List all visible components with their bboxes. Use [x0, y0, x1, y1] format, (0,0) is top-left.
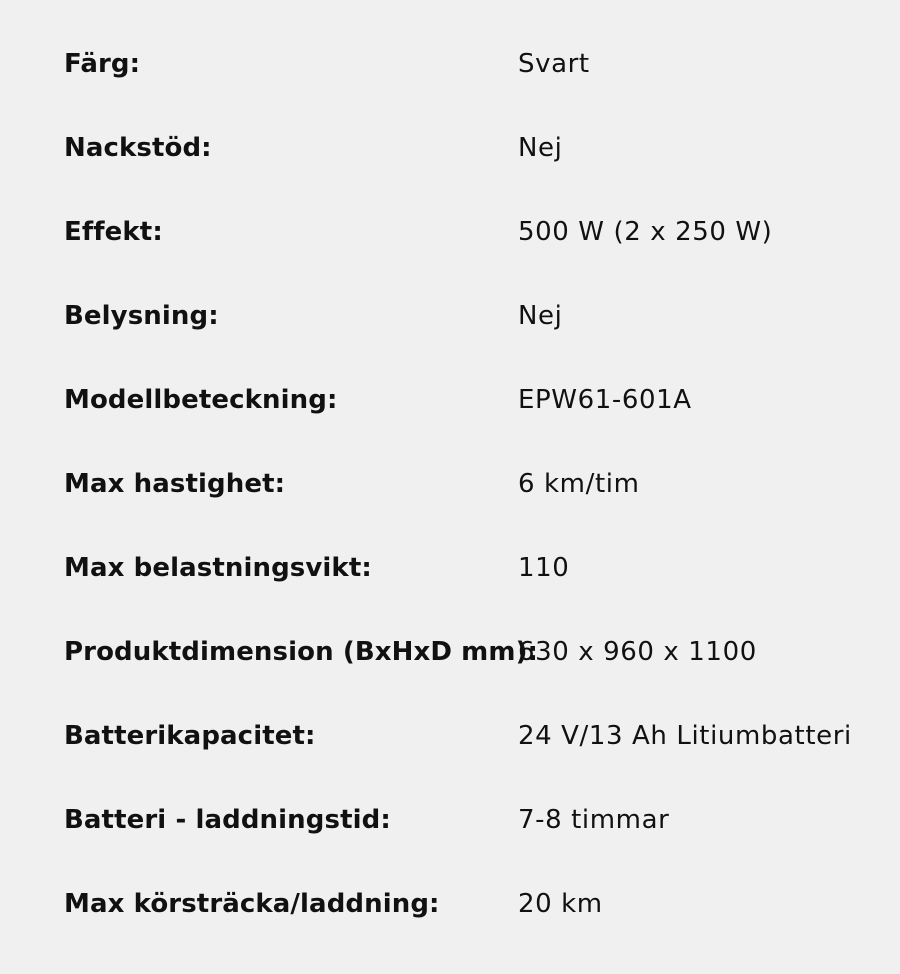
- spec-label: Produktdimension (BxHxD mm):: [64, 637, 539, 667]
- spec-row-lighting: [0, 274, 900, 358]
- spec-value: 6 km/tim: [518, 469, 640, 499]
- spec-label: Batterikapacitet:: [64, 721, 316, 751]
- spec-row-dimensions: [0, 610, 900, 694]
- spec-row-battery-capacity: [0, 694, 900, 778]
- spec-value: EPW61-601A: [518, 385, 692, 415]
- spec-label: Max hastighet:: [64, 469, 286, 499]
- spec-label: Belysning:: [64, 301, 219, 331]
- spec-value: 20 km: [518, 889, 603, 919]
- spec-value: Nej: [518, 133, 563, 163]
- spec-value: Svart: [518, 49, 590, 79]
- spec-value: 7-8 timmar: [518, 805, 670, 835]
- spec-row-range: [0, 862, 900, 946]
- spec-label: Effekt:: [64, 217, 163, 247]
- spec-value: 24 V/13 Ah Litiumbatteri: [518, 721, 852, 751]
- spec-label: Max belastningsvikt:: [64, 553, 372, 583]
- spec-row-max-speed: [0, 442, 900, 526]
- spec-label: Max körsträcka/laddning:: [64, 889, 440, 919]
- spec-value: 500 W (2 x 250 W): [518, 217, 773, 247]
- spec-row-headrest: [0, 106, 900, 190]
- spec-label: Färg:: [64, 49, 141, 79]
- spec-row-max-load: [0, 526, 900, 610]
- spec-label: Modellbeteckning:: [64, 385, 338, 415]
- spec-row-model: [0, 358, 900, 442]
- spec-value: Nej: [518, 301, 563, 331]
- spec-label: Nackstöd:: [64, 133, 212, 163]
- spec-row-charging-time: [0, 778, 900, 862]
- spec-row-color: [0, 22, 900, 106]
- spec-label: Batteri - laddningstid:: [64, 805, 391, 835]
- spec-value: 110: [518, 553, 570, 583]
- spec-row-power: [0, 190, 900, 274]
- spec-value: 630 x 960 x 1100: [518, 637, 757, 667]
